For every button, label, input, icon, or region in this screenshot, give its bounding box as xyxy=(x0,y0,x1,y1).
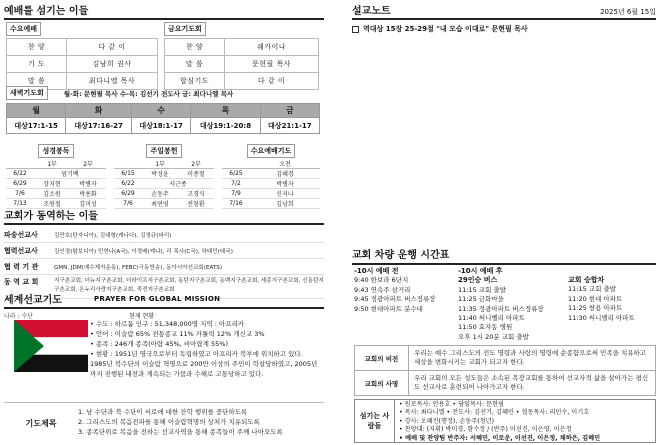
wednesday-service-header: 수요예배 xyxy=(6,22,41,36)
schedule-row: 7/6 최연영 전창환 xyxy=(114,199,214,209)
schedule-row: 6/22 엄기백 xyxy=(6,169,106,179)
servant-line: • 예배 및 찬양팀 반주자: 서혜민, 이로운, 이선진, 이은정, 채하은, 김혜민 xyxy=(399,434,601,442)
vision-section xyxy=(354,345,656,396)
schedule-row: 7/13 조원철 김미성 xyxy=(6,199,106,209)
day-header-row: 월 화 수 목 금 xyxy=(7,104,320,118)
schedule-row: 7/2 박병자 xyxy=(222,179,320,189)
schedule-row: 6/29 장지현 박병자 xyxy=(6,179,106,189)
schedule-offering: 주일봉헌 1부 2부 6/15 박성윤 이종철 6/22 서근종 6/29 손동주 고경식 7/6 최연영 전창환 xyxy=(114,138,214,209)
servant-line: • 원로목사: 안용호 • 담임목사: 문현필 xyxy=(399,401,504,408)
friday-prayer-service xyxy=(164,16,319,90)
bulletin-date: 2025년 6월 15일 xyxy=(600,8,656,16)
missions-title: 교회가 동역하는 이들 xyxy=(4,211,98,222)
mission-row: 동 역 교 회 지구촌교회, 더뉴지구촌교회, 더라이프지구촌교회, 동탄지구촌교회, 동백지구촌교회, 세종지구촌교회, 신동탄지구촌교회, 온누리사랑지구촌교회, 죽전지구촌교회 xyxy=(4,275,324,299)
sudan-flag xyxy=(14,320,88,372)
bus-church-van: 교회 승합차 11:15 교회 출발 11:20 현대 아파트 11:25 쌍용 아파트 11:30 써니밸리 아파트 xyxy=(568,276,635,322)
prayer-point: 1. 남 수단과 북 수단이 서로에 대한 잔학 행위를 중단하도록 xyxy=(78,408,248,416)
schedule-row: 7/16 김남희 xyxy=(222,199,320,209)
reading-row: 대상17:1-15 대상17:16-27 대상18:1-17 대상19:1-20:8 대상21:1-17 xyxy=(7,118,320,134)
schedule-row: 7/9 신지나 xyxy=(222,189,320,199)
prayer-banner: PRAYER FOR GLOBAL MISSION xyxy=(94,294,221,303)
service-row: 합심기도 다 같 이 xyxy=(165,73,319,90)
servant-line: • 찬양대: (지휘) 박미경, 함수정 / (반주) 이선진, 이은영, 이은정 xyxy=(399,426,572,434)
dawn-prayer-info: 월-화: 문현필 목사 수-목: 김선기 전도사 금: 최다니엘 목사 xyxy=(63,89,234,98)
servant-line: • 목사: 최다니엘 • 전도사: 김선기, 김혜민 • 협동목사: 리민수, 이기호 xyxy=(399,409,590,417)
service-row: 기 도 김남희 권사 xyxy=(7,56,158,73)
mission-row: 협 력 기 관 GMN, JDM(예수제자운동), FEBC(극동방송), 동아시아선교회(EATS) xyxy=(4,259,324,275)
schedule-row: 6/29 손동주 고경식 xyxy=(114,189,214,199)
country-label: 나라 : 수단 xyxy=(4,313,34,320)
dawn-prayer-label: 새벽기도회 xyxy=(6,86,48,100)
service-row: 찬 양 다 같 이 xyxy=(7,39,158,56)
fact-item: • 현황 : 1951년 영국으로부터 독립하였고 아프리카 북부에 위치하고 있다. 1985년 북수단의 이슬람 혁명으로 200만 이상의 주민이 학살당하였고, 2005년까지 진행된 내전과 계속되는 가뭄과 수해로 고통당하고 있다. xyxy=(90,350,318,378)
fact-item: • 언어 : 이슬람 65% 전통종교 11% 카톨릭 12% 개신교 3% xyxy=(90,330,265,338)
service-row: 찬 양 쉐카이나 xyxy=(165,39,319,56)
schedule-header: 성경봉독 xyxy=(38,144,73,158)
checkbox-icon xyxy=(352,26,359,33)
schedule-row: 7/6 김소원 박용화 xyxy=(6,189,106,199)
notes-title: 설교노트 xyxy=(352,6,391,17)
bus-schedule-section xyxy=(352,246,656,342)
vision-row: 교회의 비전 우리는 예수 그리스도의 전도 명령과 사랑의 명령에 순종함으로써 민족을 치유하고 세상을 변화시키는 교회가 되고자 한다. xyxy=(355,346,656,371)
wednesday-service xyxy=(6,16,158,90)
service-row: 말 씀 문현필 목사 xyxy=(165,56,319,73)
schedule-row: 6/22 서근종 xyxy=(114,179,214,189)
prayer-title: 세계선교기도 xyxy=(4,295,62,306)
prayer-points-label: 기도제목 xyxy=(25,419,57,428)
schedule-row: 6/25 김혜경 xyxy=(222,169,320,179)
schedule-row: 6/15 박성윤 이종철 xyxy=(114,169,214,179)
friday-service-header: 금요기도회 xyxy=(164,22,206,36)
prayer-points xyxy=(4,402,324,444)
servants-section xyxy=(354,399,656,443)
sermon-notes-section xyxy=(352,2,656,34)
mission-statement-row: 교회의 사명 우리 교회의 모든 성도들은 소속된 목장교회를 통하여 선교사적 삶을 살아가는 평신도 선교사로 훈련되어 나아가고자 한다. xyxy=(355,371,656,396)
worship-title: 예배를 섬기는 이들 xyxy=(4,6,89,17)
bus-title: 교회 차량 운행 시간표 xyxy=(352,250,450,261)
bus-after-service: -10시 예배 후 29인승 버스 11:15 교회 출발 11:25 금화마을 11:35 정광아파트 버스정류장 11:40 써니벨리 아파트 11:50 효자동 병원 오후 1시 20분 교회 출발 xyxy=(458,267,544,341)
schedule-header: 주일봉헌 xyxy=(146,144,181,158)
missions-section xyxy=(4,207,324,299)
schedule-header: 수요예배기도 xyxy=(247,144,296,158)
servants-label: 섬기는 사람들 xyxy=(355,400,395,442)
country-facts xyxy=(90,319,320,379)
prayer-point: 2. 그리스도의 복음전파를 통해 이슬람혁명의 상처가 치유되도록 xyxy=(78,418,260,426)
status-label: 현재 현황 xyxy=(129,313,155,320)
servant-line: • 강사: 오혜진(행정), 손동주(청년) xyxy=(399,417,494,425)
prayer-section xyxy=(4,291,324,320)
schedule-wednesday-prayer: 수요예배기도 오전 6/25 김혜경 7/2 박병자 7/9 신지나 7/16 김남희 xyxy=(222,138,320,209)
fact-item: • 수도 : 하르툼 인구 : 51,348,000명 지역 : 아프리카 xyxy=(90,320,245,328)
mission-row: 파송선교사 김만호(탄자니아), 김대형(캐나다), 김정규(파리) xyxy=(4,227,324,243)
mission-row: 협력선교사 김인정(탐보디아) 민현나(A국), 이경배(케냐), 리 목사(C국), 하태민(태국) xyxy=(4,243,324,259)
service-row: 말 씀 최다니엘 목사 xyxy=(7,73,158,90)
bus-before-service: -10시 예배 전 9:40 한보라 6단지 9:43 연속주 삼거리 9:45 정광아파트 버스정류장 9:50 현대아파트 분수대 xyxy=(354,267,436,313)
dawn-prayer xyxy=(6,86,320,134)
fact-item: • 종족 : 246개 종족(아랍 45%, 비아랍계 55%) xyxy=(90,340,229,348)
prayer-point: 3. 종족단위로 복음을 전하는 선교사역을 통해 종족들이 주께 나아오도록 xyxy=(78,428,283,436)
schedule-scripture: 성경봉독 1부 2부 6/22 엄기백 6/29 장지현 박병자 7/6 김소원 박용화 7/13 조원철 김미성 xyxy=(6,138,106,209)
sermon-title: 역대상 15장 25-29절 "내 모습 이대로" 문현필 목사 xyxy=(363,25,528,33)
